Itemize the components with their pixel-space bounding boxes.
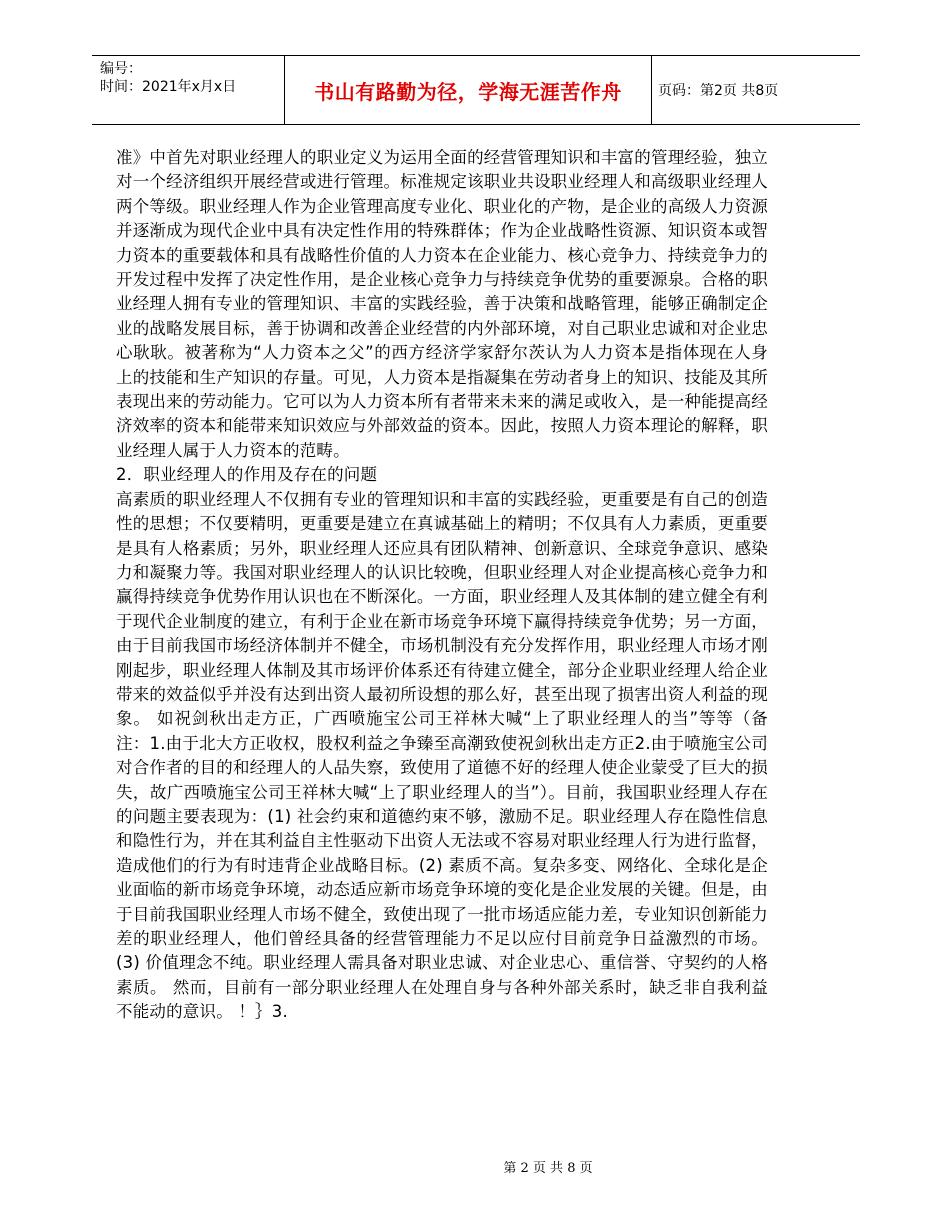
document-time: 时间：2021年x月x日: [100, 79, 237, 95]
header-motto-cell: [284, 56, 652, 124]
header-page-info: [652, 56, 860, 124]
header-meta: [92, 56, 284, 124]
section-heading-2: 2．职业经理人的作用及存在的问题: [116, 465, 378, 485]
footer-page-number: 第 2 页 共 8 页: [503, 1161, 593, 1176]
body-paragraph-1: 准》中首先对职业经理人的职业定义为运用全面的经营管理知识和丰富的管理经验，独立对一个经济组织开展经营或进行管理。标准规定该职业共设职业经理人和高级职业经理人两个等级。职业经理人作为企业管理高度专业化、职业化的产物，是企业的高级人力资源并逐渐成为现代企业中具有决定性作用的特殊群体；作为企业战略性资源、知识资本或智力资本的重要载体和具有战略性价值的人力资本在企业能力、核心竞争力、持续竞争力的开发过程中发挥了决定性作用，是企业核心竞争力与持续竞争优势的重要源泉。合格的职业经理人拥有专业的管理知识、丰富的实践经验，善于决策和战略管理，能够正确制定企业的战略发展目标，善于协调和改善企业经营的内外部环境，对自己职业忠诚和对企业忠心耿耿。被著称为“人力资本之父”的西方经济学家舒尔茨认为人力资本是指体现在人身上的技能和生产知识的存量。可见，人力资本是指凝集在劳动者身上的知识、技能及其所表现出来的劳动能力。它可以为人力资本所有者带来未来的满足或收入，是一种能提高经济效率的资本和能带来知识效应与外部效益的资本。因此，按照人力资本理论的解释，职业经理人属于人力资本的范畴。: [116, 148, 768, 460]
document-number-label: 编号：: [100, 61, 142, 77]
page-footer: [0, 1157, 950, 1176]
body-paragraph-2: 高素质的职业经理人不仅拥有专业的管理知识和丰富的实践经验，更重要是有自己的创造性的思想；不仅要精明，更重要是建立在真诚基础上的精明；不仅具有人力素质，更重要是具有人格素质；另外，职业经理人还应具有团队精神、创新意识、全球竞争意识、感染力和凝聚力等。我国对职业经理人的认识比较晚，但职业经理人对企业提高核心竞争力和赢得持续竞争优势作用认识也在不断深化。一方面，职业经理人及其体制的建立健全有利于现代企业制度的建立，有利于企业在新市场竞争环境下赢得持续竞争优势；另一方面，由于目前我国市场经济体制并不健全，市场机制没有充分发挥作用，职业经理人市场才刚刚起步，职业经理人体制及其市场评价体系还有待建立健全，部分企业职业经理人给企业带来的效益似乎并没有达到出资人最初所设想的那么好，甚至出现了损害出资人利益的现象。 如祝剑秋出走方正，广西喷施宝公司王祥林大喊“上了职业经理人的当”等等（备注：1.由于北大方正收权，股权利益之争臻至高潮致使祝剑秋出走方正2.由于喷施宝公司对合作者的目的和经理人的人品失察，致使用了道德不好的经理人使企业蒙受了巨大的损失，故广西喷施宝公司王祥林大喊“上了职业经理人的当”）。目前，我国职业经理人存在的问题主要表现为：(1) 社会约束和道德约束不够，激励不足。职业经理人存在隐性信息和隐性行为，并在其利益自主性驱动下出资人无法或不容易对职业经理人行为进行监督，造成他们的行为有时违背企业战略目标。(2) 素质不高。复杂多变、网络化、全球化是企业面临的新市场竞争环境，动态适应新市场竞争环境的变化是企业发展的关键。但是，由于目前我国职业经理人市场不健全，致使出现了一批市场适应能力差，专业知识创新能力差的职业经理人，他们曾经具备的经营管理能力不足以应付目前竞争日益激烈的市场。(3) 价值理念不纯。职业经理人需具备对职业忠诚、对企业忠心、重信誉、守契约的人格素质。 然而，目前有一部分职业经理人在处理自身与各种外部关系时，缺乏非自我利益不能动的意识。 ！｝3.: [116, 489, 768, 1022]
document-body: [116, 146, 768, 1025]
header-motto: 书山有路勤为径，学海无涯苦作舟: [314, 79, 622, 104]
header-page-number: 页码：第2页 共8页: [658, 83, 779, 99]
page-header: [92, 55, 860, 125]
